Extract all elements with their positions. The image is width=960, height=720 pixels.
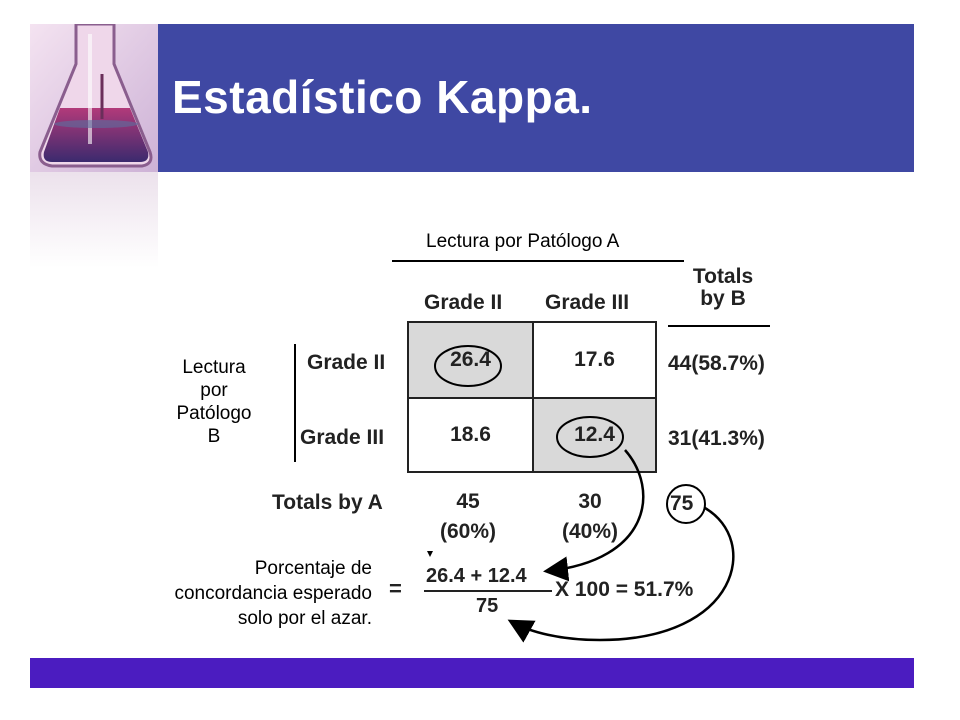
arrow-to-numerator [548, 450, 643, 571]
expected-label-line-1: Porcentaje de [254, 558, 372, 579]
equals-sign: = [389, 576, 402, 601]
column-header-grade-iii: Grade III [545, 291, 630, 314]
small-down-arrow [427, 551, 433, 557]
table-cell: 26.4 [409, 323, 532, 397]
fraction-denominator: 75 [476, 595, 499, 617]
row-header-grade-iii: Grade III [300, 426, 385, 449]
table-cell: 17.6 [532, 323, 655, 397]
row-caption-line-4: B [207, 426, 221, 447]
arrow-to-denominator [512, 508, 733, 640]
column-total-percent: (60%) [439, 520, 497, 543]
totals-by-a-label: Totals by A [272, 491, 383, 514]
row-caption-line-1: Lectura [182, 357, 246, 378]
table-cell: 12.4 [532, 397, 655, 471]
expected-label-line-3: solo por el azar. [237, 608, 372, 629]
highlight-oval-cell-1 [435, 346, 501, 386]
row-total-grade-ii: 44(58.7%) [668, 352, 765, 375]
equation-result: X 100 = 51.7% [555, 578, 694, 601]
row-caption-line-2: por [200, 380, 228, 401]
highlight-oval-grand-total [667, 485, 705, 523]
column-caption: Lectura por Patólogo A [426, 231, 620, 252]
highlight-oval-cell-4 [557, 417, 623, 457]
table-cell: 18.6 [409, 397, 532, 471]
totals-by-b-line-2: by B [700, 287, 746, 310]
footer-band [30, 658, 914, 688]
row-total-grade-iii: 31(41.3%) [668, 427, 765, 450]
row-caption-line-3: Patólogo [176, 403, 252, 424]
grand-total: 75 [670, 492, 694, 515]
fraction-numerator: 26.4 + 12.4 [426, 565, 527, 587]
expected-label-line-2: concordancia esperado [174, 583, 372, 604]
slide-title: Estadístico Kappa. [172, 71, 593, 123]
row-header-grade-ii: Grade II [307, 351, 386, 374]
column-total-value: 30 [578, 490, 602, 513]
column-total-percent: (40%) [561, 520, 619, 543]
totals-by-b-line-1: Totals [692, 265, 754, 288]
column-total-value: 45 [456, 490, 480, 513]
column-header-grade-ii: Grade II [424, 291, 503, 314]
